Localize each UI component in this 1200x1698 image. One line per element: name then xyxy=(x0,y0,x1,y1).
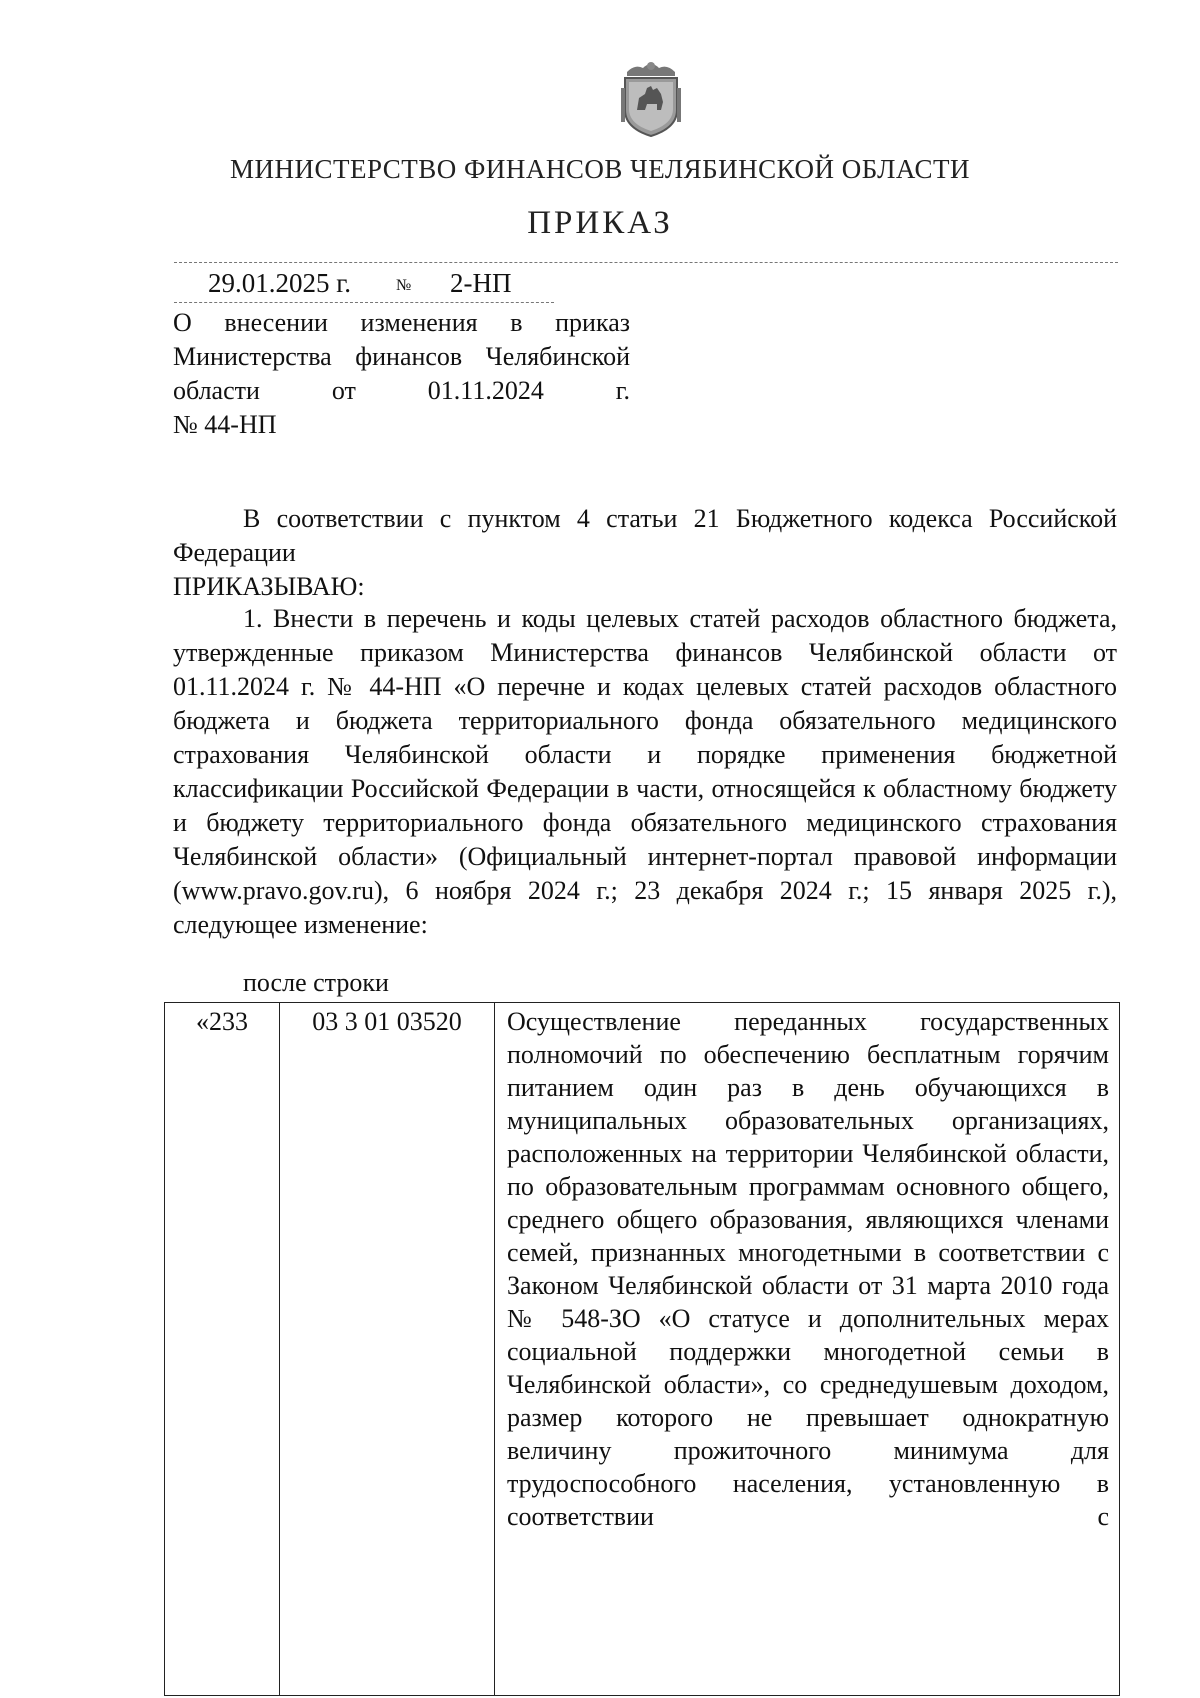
target-codes-table xyxy=(164,1002,1120,1696)
coat-of-arms-icon xyxy=(617,58,685,138)
order-subject xyxy=(173,306,630,442)
order-number: 2-НП xyxy=(450,268,512,298)
order-meta xyxy=(174,268,554,304)
ministry-title: МИНИСТЕРСТВО ФИНАНСОВ ЧЕЛЯБИНСКОЙ ОБЛАСТИ xyxy=(229,154,971,184)
row-description-cell: Осуществление переданных государственных полномочий по обеспечению бесплатным горячим питанием один раз в день обучающихся в муниципальных образовательных организациях, расположенных на территории Челябинской области, по образовательным программам основного общего, среднего общего образования, являющихся членами семей, признанных многодетными в соответствии с Законом Челябинской области от 31 марта 2010 года № 548-ЗО «О статусе и дополнительных мерах социальной поддержки многодетной семьи в Челябинской области», со среднедушевым доходом, размер которого не превышает однократную величину прожиточного минимума для трудоспособного населения, установленную в соответствии с xyxy=(495,1003,1120,1696)
number-sign: № xyxy=(396,277,412,294)
after-row-label: после строки xyxy=(243,968,389,997)
document-type: ПРИКАЗ xyxy=(527,205,673,241)
basis-paragraph: В соответствии с пунктом 4 статьи 21 Бюджетного кодекса Российской Федерации xyxy=(173,504,1117,567)
row-number-cell: «233 xyxy=(165,1003,280,1696)
meta-underline xyxy=(174,302,554,303)
subject-text-end: № 44-НП xyxy=(173,410,277,439)
subject-text: О внесении изменения в приказ Министерства финансов Челябинской области от 01.11.2024 г. xyxy=(173,308,630,405)
table-row xyxy=(165,1003,1120,1696)
row-code-cell: 03 3 01 03520 xyxy=(280,1003,495,1696)
item-1-paragraph: 1. Внести в перечень и коды целевых статей расходов областного бюджета, утвержденные приказом Министерства финансов Челябинской области от 01.11.2024 г. № 44-НП «О перечне и кодах целевых статей расходов областного бюджета и бюджета территориального фонда обязательного медицинского страхования Челябинской области и порядке применения бюджетной классификации Российской Федерации в части, относящейся к областному бюджету и бюджету территориального фонда обязательного медицинского страхования Челябинской области» (Официальный интернет-портал правовой информации (www.pravo.gov.ru), 6 ноября 2024 г.; 23 декабря 2024 г.; 15 января 2025 г.), следующее изменение: xyxy=(173,604,1117,939)
order-word: ПРИКАЗЫВАЮ: xyxy=(173,572,365,601)
header-divider xyxy=(174,262,1118,263)
order-date: 29.01.2025 г. xyxy=(208,268,352,298)
